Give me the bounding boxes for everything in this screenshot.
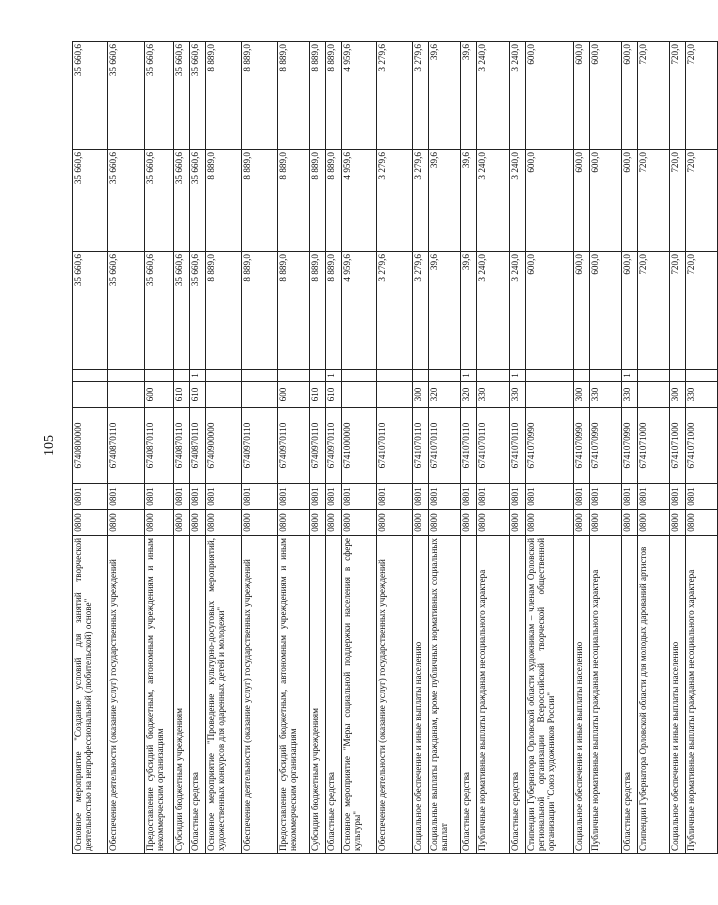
section-code: 0800 [190,510,206,536]
amount-1: 3 240,0 [477,252,510,370]
amount-3: 3 279,6 [413,42,429,150]
source-mark [278,370,310,382]
target-article-code: 6741070990 [574,408,590,484]
table-row [108,42,145,854]
section-code: 0800 [686,510,718,536]
amount-1: 8 889,0 [242,252,278,370]
subsection-code: 0801 [342,484,377,510]
amount-3: 600,0 [590,42,622,150]
amount-2: 8 889,0 [278,150,310,252]
subsection-code: 0801 [590,484,622,510]
subsection-code: 0801 [670,484,686,510]
row-description: Областные средства [326,536,342,854]
expense-type-code [73,382,108,408]
amount-1: 720,0 [638,252,670,370]
amount-1: 35 660,6 [145,252,174,370]
amount-3: 8 889,0 [326,42,342,150]
amount-2: 8 889,0 [326,150,342,252]
amount-1: 35 660,6 [190,252,206,370]
subsection-code: 0801 [574,484,590,510]
target-article-code: 6740870110 [190,408,206,484]
source-mark [108,370,145,382]
amount-2: 39,6 [461,150,477,252]
amount-2: 35 660,6 [108,150,145,252]
amount-1: 4 959,6 [342,252,377,370]
source-mark [206,370,242,382]
expense-type-code [242,382,278,408]
expense-type-code [638,382,670,408]
table-row [429,42,461,854]
row-description: Обеспечение деятельности (оказание услуг) государственных учреждений [242,536,278,854]
amount-1: 3 279,6 [377,252,413,370]
amount-2: 8 889,0 [206,150,242,252]
target-article-code: 6741071000 [638,408,670,484]
section-code: 0800 [278,510,310,536]
section-code: 0800 [590,510,622,536]
section-code: 0800 [108,510,145,536]
table-row [145,42,174,854]
source-mark [73,370,108,382]
amount-3: 39,6 [429,42,461,150]
subsection-code: 0801 [190,484,206,510]
table-row [686,42,718,854]
source-mark [242,370,278,382]
target-article-code: 6741070110 [510,408,526,484]
amount-2: 3 240,0 [477,150,510,252]
section-code: 0800 [413,510,429,536]
table-row [310,42,326,854]
amount-1: 35 660,6 [73,252,108,370]
target-article-code: 6740870110 [108,408,145,484]
amount-2: 8 889,0 [242,150,278,252]
target-article-code: 6740970110 [278,408,310,484]
subsection-code: 0801 [638,484,670,510]
amount-2: 4 959,6 [342,150,377,252]
target-article-code: 6741000000 [342,408,377,484]
table-row [377,42,413,854]
amount-3: 720,0 [686,42,718,150]
expense-type-code: 610 [310,382,326,408]
expense-type-code [206,382,242,408]
target-article-code: 6741070110 [477,408,510,484]
source-mark: 1 [190,370,206,382]
source-mark [174,370,190,382]
amount-3: 8 889,0 [242,42,278,150]
row-description: Социальное обеспечение и иные выплаты населению [574,536,590,854]
subsection-code: 0801 [461,484,477,510]
table-row [413,42,429,854]
section-code: 0800 [622,510,638,536]
source-mark: 1 [622,370,638,382]
target-article-code: 6741070990 [622,408,638,484]
expense-type-code: 610 [326,382,342,408]
amount-1: 3 240,0 [510,252,526,370]
target-article-code: 6740970110 [326,408,342,484]
expense-type-code: 330 [590,382,622,408]
table-row [278,42,310,854]
subsection-code: 0801 [510,484,526,510]
subsection-code: 0801 [73,484,108,510]
section-code: 0800 [510,510,526,536]
table-row [174,42,190,854]
row-description: Социальное обеспечение и иные выплаты населению [413,536,429,854]
target-article-code: 6741070990 [590,408,622,484]
row-description: Обеспечение деятельности (оказание услуг) государственных учреждений [108,536,145,854]
amount-2: 35 660,6 [145,150,174,252]
section-code: 0800 [377,510,413,536]
table-row [326,42,342,854]
amount-3: 600,0 [574,42,590,150]
source-mark [526,370,574,382]
expense-type-code: 330 [686,382,718,408]
amount-3: 600,0 [526,42,574,150]
section-code: 0800 [206,510,242,536]
amount-2: 720,0 [670,150,686,252]
source-mark: 1 [326,370,342,382]
table-row [590,42,622,854]
row-description: Публичные нормативные выплаты гражданам несоциального характера [477,536,510,854]
amount-1: 35 660,6 [108,252,145,370]
expense-type-code: 610 [190,382,206,408]
expense-type-code: 300 [413,382,429,408]
row-description: Стипендии Губернатора Орловской области художникам – членам Орловской региональной организации Всероссийской творческой общественной организации "Союз художников России" [526,536,574,854]
table-row [638,42,670,854]
table-row [510,42,526,854]
amount-3: 39,6 [461,42,477,150]
row-description: Основное мероприятие "Меры социальной поддержки населения в сфере культуры" [342,536,377,854]
amount-3: 3 240,0 [510,42,526,150]
amount-2: 720,0 [686,150,718,252]
expense-type-code [526,382,574,408]
row-description: Областные средства [622,536,638,854]
row-description: Стипендии Губернатора Орловской области для молодых дарований артистов [638,536,670,854]
section-code: 0800 [73,510,108,536]
source-mark [670,370,686,382]
amount-1: 600,0 [590,252,622,370]
row-description: Областные средства [510,536,526,854]
target-article-code: 6740870110 [174,408,190,484]
expense-type-code: 330 [477,382,510,408]
row-description: Социальные выплаты гражданам, кроме публичных нормативных социальных выплат [429,536,461,854]
amount-1: 8 889,0 [206,252,242,370]
amount-3: 600,0 [622,42,638,150]
amount-3: 8 889,0 [206,42,242,150]
subsection-code: 0801 [686,484,718,510]
target-article-code: 6740800000 [73,408,108,484]
amount-3: 3 279,6 [377,42,413,150]
subsection-code: 0801 [413,484,429,510]
amount-3: 4 959,6 [342,42,377,150]
target-article-code: 6740870110 [145,408,174,484]
section-code: 0800 [429,510,461,536]
amount-3: 3 240,0 [477,42,510,150]
amount-1: 3 279,6 [413,252,429,370]
amount-2: 3 279,6 [377,150,413,252]
expense-type-code: 330 [510,382,526,408]
table-row [190,42,206,854]
amount-2: 35 660,6 [73,150,108,252]
amount-1: 720,0 [670,252,686,370]
expense-type-code [377,382,413,408]
table-row [73,42,108,854]
subsection-code: 0801 [377,484,413,510]
row-description: Областные средства [190,536,206,854]
budget-table [72,41,718,854]
row-description: Социальное обеспечение и иные выплаты населению [670,536,686,854]
source-mark [429,370,461,382]
section-code: 0800 [326,510,342,536]
row-description: Публичные нормативные выплаты гражданам несоциального характера [590,536,622,854]
amount-1: 39,6 [461,252,477,370]
row-description: Основное мероприятие "Создание условий для занятий творческой деятельностью на непрофессиональной (любительской) основе" [73,536,108,854]
amount-3: 35 660,6 [190,42,206,150]
section-code: 0800 [310,510,326,536]
amount-3: 8 889,0 [278,42,310,150]
source-mark [477,370,510,382]
amount-3: 35 660,6 [108,42,145,150]
source-mark [686,370,718,382]
source-mark [638,370,670,382]
expense-type-code: 300 [670,382,686,408]
subsection-code: 0801 [526,484,574,510]
table-row [342,42,377,854]
amount-1: 600,0 [622,252,638,370]
expense-type-code [342,382,377,408]
amount-2: 720,0 [638,150,670,252]
source-mark: 1 [461,370,477,382]
section-code: 0800 [477,510,510,536]
target-article-code: 6741071000 [686,408,718,484]
subsection-code: 0801 [477,484,510,510]
expense-type-code: 600 [145,382,174,408]
target-article-code: 6740970110 [310,408,326,484]
amount-1: 8 889,0 [278,252,310,370]
budget-table-container [72,42,696,854]
table-row [526,42,574,854]
amount-1: 8 889,0 [326,252,342,370]
expense-type-code: 320 [461,382,477,408]
amount-3: 720,0 [670,42,686,150]
table-row [477,42,510,854]
section-code: 0800 [526,510,574,536]
table-row [670,42,686,854]
table-row [574,42,590,854]
row-description: Публичные нормативные выплаты гражданам несоциального характера [686,536,718,854]
amount-1: 720,0 [686,252,718,370]
source-mark [413,370,429,382]
target-article-code: 6741071000 [670,408,686,484]
table-row [461,42,477,854]
amount-2: 3 240,0 [510,150,526,252]
subsection-code: 0801 [174,484,190,510]
amount-3: 35 660,6 [145,42,174,150]
source-mark [377,370,413,382]
row-description: Предоставление субсидий бюджетным, автономным учреждениям и иным некоммерческим организациям [278,536,310,854]
amount-2: 600,0 [526,150,574,252]
amount-3: 35 660,6 [174,42,190,150]
section-code: 0800 [342,510,377,536]
amount-3: 720,0 [638,42,670,150]
amount-2: 35 660,6 [190,150,206,252]
amount-1: 39,6 [429,252,461,370]
amount-3: 35 660,6 [73,42,108,150]
expense-type-code: 600 [278,382,310,408]
section-code: 0800 [574,510,590,536]
row-description: Областные средства [461,536,477,854]
amount-2: 35 660,6 [174,150,190,252]
expense-type-code: 320 [429,382,461,408]
amount-2: 600,0 [590,150,622,252]
row-description: Субсидии бюджетным учреждениям [310,536,326,854]
subsection-code: 0801 [278,484,310,510]
source-mark [145,370,174,382]
subsection-code: 0801 [326,484,342,510]
section-code: 0800 [145,510,174,536]
subsection-code: 0801 [206,484,242,510]
row-description: Обеспечение деятельности (оказание услуг) государственных учреждений [377,536,413,854]
expense-type-code: 330 [622,382,638,408]
target-article-code: 6740970110 [242,408,278,484]
amount-2: 39,6 [429,150,461,252]
amount-2: 3 279,6 [413,150,429,252]
subsection-code: 0801 [242,484,278,510]
source-mark [574,370,590,382]
expense-type-code: 610 [174,382,190,408]
amount-1: 35 660,6 [174,252,190,370]
target-article-code: 6741070990 [526,408,574,484]
subsection-code: 0801 [108,484,145,510]
source-mark [590,370,622,382]
subsection-code: 0801 [310,484,326,510]
amount-2: 600,0 [574,150,590,252]
target-article-code: 6740900000 [206,408,242,484]
row-description: Субсидии бюджетным учреждениям [174,536,190,854]
expense-type-code [108,382,145,408]
row-description: Основное мероприятие "Проведение культурно-досуговых мероприятий, художественных конкурсов для одаренных детей и молодежи" [206,536,242,854]
target-article-code: 6741070110 [413,408,429,484]
page-number: 105 [42,435,57,456]
target-article-code: 6741070110 [429,408,461,484]
subsection-code: 0801 [145,484,174,510]
amount-1: 600,0 [574,252,590,370]
amount-2: 8 889,0 [310,150,326,252]
target-article-code: 6741070110 [461,408,477,484]
subsection-code: 0801 [622,484,638,510]
table-row [206,42,242,854]
section-code: 0800 [174,510,190,536]
table-row [242,42,278,854]
source-mark: 1 [510,370,526,382]
section-code: 0800 [242,510,278,536]
source-mark [342,370,377,382]
target-article-code: 6741070110 [377,408,413,484]
section-code: 0800 [638,510,670,536]
table-row [622,42,638,854]
amount-1: 8 889,0 [310,252,326,370]
section-code: 0800 [670,510,686,536]
row-description: Предоставление субсидий бюджетным, автономным учреждениям и иным некоммерческим организациям [145,536,174,854]
amount-2: 600,0 [622,150,638,252]
amount-1: 600,0 [526,252,574,370]
section-code: 0800 [461,510,477,536]
source-mark [310,370,326,382]
amount-3: 8 889,0 [310,42,326,150]
expense-type-code: 300 [574,382,590,408]
subsection-code: 0801 [429,484,461,510]
